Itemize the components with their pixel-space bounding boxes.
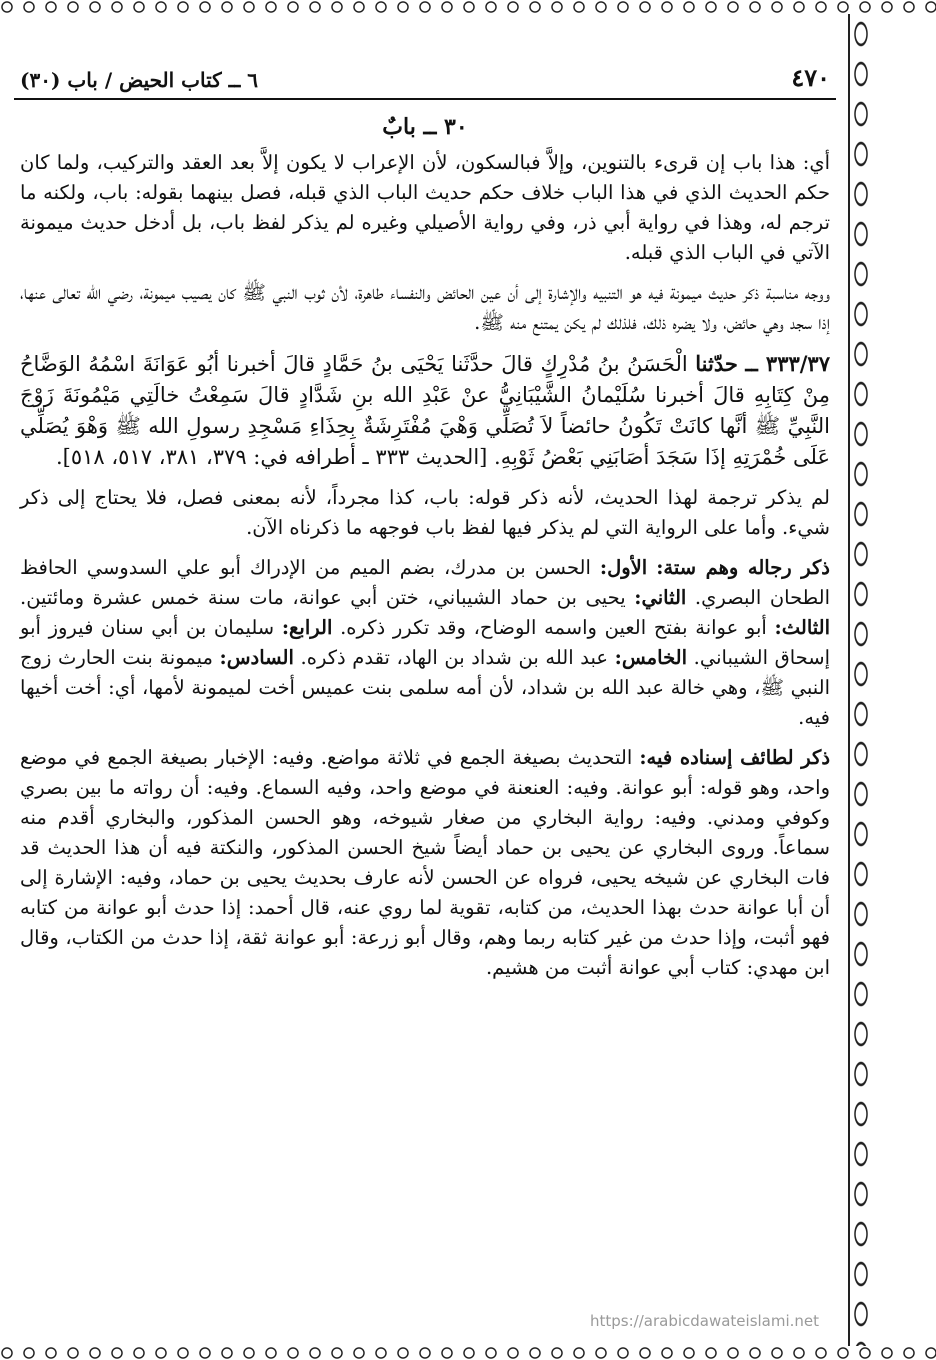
intro-paragraph-1: أي: هذا باب إن قرىء بالتنوين، وإلاَّ فبالسكون، لأن الإعراب لا يكون إلاَّ بعد العقد والتركيب، ولما كان حكم الحديث الذي في هذا الباب خلاف حكم حديث الباب الذي قبله، فصل بينهما بقوله: باب، ولكنه ما ترجم له، وهذا في رواية أبي ذر، وفي رواية الأصيلي وغيره لم يذكر لفظ باب، بل أدخل حديث ميمونة الآتي في الباب الذي قبله.: [20, 151, 830, 264]
rijal-section: [20, 553, 830, 733]
ornamental-border-top: [0, 0, 936, 14]
watermark-url: https://arabicdawateislami.net: [590, 1312, 820, 1330]
rijal-second-label: الثاني:: [634, 586, 687, 609]
rijal-second: يحيى بن حماد الشيباني، ختن أبي عوانة، مات سنة خمس عشرة ومائتين.: [20, 586, 626, 609]
rijal-fifth: عبد الله بن شداد بن الهاد، تقدم ذكره.: [300, 646, 609, 669]
hadith-lead: حدّثنا: [695, 351, 738, 376]
ornamental-border-right: [848, 14, 872, 1346]
rijal-sixth: ميمونة بنت الحارث زوج النبي ﷺ، وهي خالة عبد الله بن شداد، لأن أمه سلمى بنت عميس أخت لميمونة لأمها، أي: أخت أخيها فيه.: [20, 646, 830, 729]
intro-paragraph-2: ووجه مناسبة ذكر حديث ميمونة فيه هو التنبيه والإشارة إلى أن عين الحائض والنفساء طاهرة، لأن ثوب النبي ﷺ كان يصيب ميمونة، رضي الله تعالى عنها، إذا سجد وهي حائض، ولا يضره ذلك، فلذلك لم يكن يمتنع منه ﷺ.: [20, 281, 830, 334]
rijal-fifth-label: الخامس:: [614, 646, 688, 669]
rijal-heading: ذكر رجاله وهم ستة:: [656, 556, 830, 579]
rijal-first-label: الأول:: [599, 556, 648, 579]
lataif-heading: ذكر لطائف إسناده فيه:: [639, 746, 830, 769]
hadith-body: الْحَسَنُ بنُ مُدْرِكٍ قالَ حدَّثَنا يَحْيَى بنُ حَمَّادٍ قالَ أخبرنا أبُو عَوَانَةَ اسْمُهُ الوَضَّاحُ مِنْ كِتَابِهِ قالَ أخبرنا سُلَيْمانُ الشَّيْبَانِيُّ عنْ عَبْدِ الله بنِ شَدَّادٍ قالَ سَمِعْتُ خالَتِي مَيْمُونَةَ زَوْجَ النَّبِيِّ ﷺ أنَّها كانَتْ تَكُونُ حائضاً لاَ تُصَلِّي وَهْيَ مُفْتَرِشَةٌ بِحِذَاءِ مَسْجِدِ رسولِ الله ﷺ وَهْوَ يُصَلِّي عَلَى خُمْرَتِهِ إذَا سَجَدَ أصَابَنِي بَعْضُ ثَوْبِهِ. [الحديث ٣٣٣ ـ أطرافه في: ٣٧٩، ٣٨١، ٥١٧، ٥١٨].: [20, 352, 830, 469]
page-header: [14, 60, 836, 100]
commentary-paragraph: لم يذكر ترجمة لهذا الحديث، لأنه ذكر قوله: باب، كذا مجرداً، لأنه بمعنى فصل، فلا يحتاج إلى ذكر شيء. وأما على الرواية التي لم يذكر فيها لفظ باب فوجهه ما ذكرناه الآن.: [20, 486, 830, 539]
rijal-fourth: سليمان بن أبي سنان فيروز أبو إسحاق الشيباني.: [20, 616, 831, 669]
rijal-third: أبو عوانة بفتح العين واسمه الوضاح، وقد تكرر ذكره.: [340, 616, 767, 639]
rijal-fourth-label: الرابع:: [281, 616, 333, 639]
rijal-sixth-label: السادس:: [219, 646, 294, 669]
chapter-title: ٣٠ ــ بابٌ: [382, 114, 468, 140]
hadith-number: ٣٣٣/٣٧ ــ: [745, 351, 830, 376]
rijal-third-label: الثالث:: [774, 616, 831, 639]
lataif-section: [20, 743, 830, 983]
running-title: ٦ ــ كتاب الحيض / باب (٣٠): [20, 68, 259, 92]
book-page: [14, 60, 836, 1340]
ornamental-border-bottom: [0, 1346, 936, 1360]
hadith-text: [20, 348, 830, 473]
lataif-text: التحديث بصيغة الجمع في ثلاثة مواضع. وفيه: الإخبار بصيغة الجمع في موضع واحد، وهو قوله: أبو عوانة. وفيه: العنعنة في موضع واحد، وفيه السماع. وفيه: أن رواته ما بين بصري وكوفي ومدني. وفيه: رواية البخاري من صغار شيوخه، وهو الحسن المذكور، والبخاري أقدم منه سماعاً. وروى البخاري عن يحيى بن حماد أيضاً شيخ الحسن المذكور، والنكتة فيه أن هذا الحديث قد فات البخاري عن شيخه يحيى، فرواه عن الحسن لأنه عارف بحديث يحيى بن حماد، وفيه: الإشارة إلى أن أبا عوانة حدث بهذا الحديث، من كتابه، تقوية لما روي عنه، قال أحمد: إذا حدث أبو عوانة من كتابه فهو أثبت، وإذا حدث من غير كتابه ربما وهم، وقال أبو زرعة: أبو عوانة ثقة، إذا حدث من الكتاب، وقال ابن مهدي: كتاب أبي عوانة أثبت من هشيم.: [20, 746, 830, 979]
page-number: ٤٧٠: [791, 63, 830, 92]
rijal-first: الحسن بن مدرك، بضم الميم من الإدراك أبو علي السدوسي الحافظ الطحان البصري.: [20, 556, 831, 609]
